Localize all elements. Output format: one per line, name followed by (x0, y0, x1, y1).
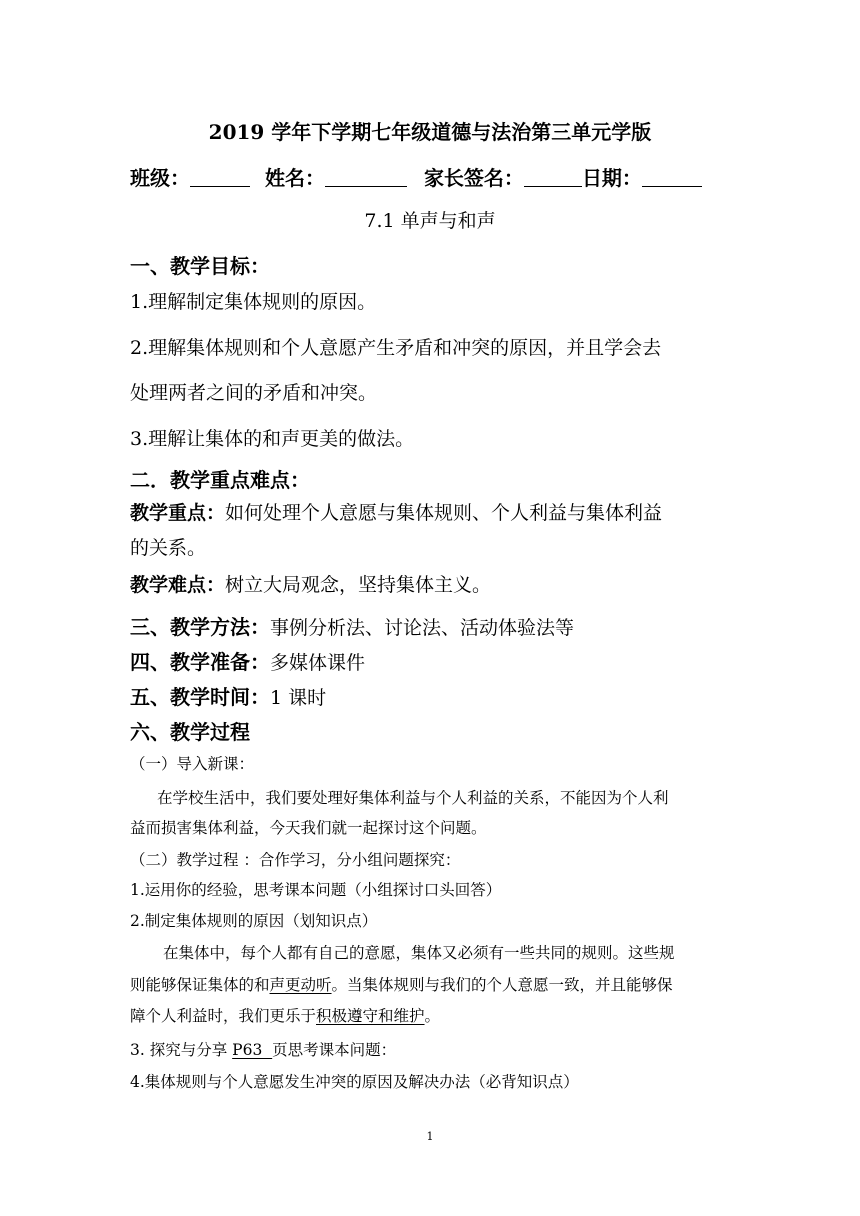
section5-label: 五、教学时间： (130, 685, 270, 709)
key-point-line1 (130, 498, 662, 525)
paragraph-line1: 在集体中，每个人都有自己的意愿，集体又必须有一些共同的规则。这些规 (163, 944, 675, 962)
section4-line (130, 646, 365, 675)
intro-heading: （一）导入新课： (130, 755, 255, 773)
step-3-page-ref: P63 (232, 1041, 273, 1059)
date-blank[interactable] (642, 168, 702, 187)
section3-line (130, 611, 574, 640)
class-blank[interactable] (190, 168, 250, 187)
paragraph-line2-text-a: 则能够保证集体的和 (130, 976, 270, 994)
parent-signature-blank[interactable] (524, 168, 582, 187)
section2-heading: 二．教学重点难点： (130, 468, 310, 492)
difficulty-label: 教学难点： (130, 574, 226, 596)
objective-3: 3.理解让集体的和声更美的做法。 (130, 428, 415, 450)
step-3 (130, 1038, 396, 1060)
paragraph-line3-text-b: 。 (424, 1007, 441, 1025)
parent-signature-label: 家长签名： (423, 166, 524, 190)
section6-heading: 六、教学过程 (130, 720, 250, 744)
date-label: 日期： (581, 166, 642, 190)
section4-text: 多媒体课件 (270, 652, 366, 674)
process-heading: （二）教学过程 ：合作学习，分小组问题探究： (130, 851, 461, 869)
objective-1: 1.理解制定集体规则的原因。 (130, 291, 377, 313)
paragraph-line3 (130, 1004, 440, 1026)
difficulty-line (130, 570, 491, 597)
objective-2-line2: 处理两者之间的矛盾和冲突。 (130, 382, 378, 404)
section3-text: 事例分析法、讨论法、活动体验法等 (270, 617, 575, 639)
paragraph-line3-text-a: 障个人利益时，我们更乐于 (130, 1007, 317, 1025)
objective-2-line1: 2.理解集体规则和个人意愿产生矛盾和冲突的原因，并且学会去 (130, 337, 662, 359)
class-label: 班级： (130, 166, 190, 190)
step-3-text-a: 3. 探究与分享 (130, 1041, 233, 1059)
lesson-title: 7.1 单声与和声 (364, 210, 496, 232)
section4-label: 四、教学准备： (130, 650, 270, 674)
step-3-text-b: 页思考课本问题： (272, 1041, 397, 1059)
section1-heading: 一、教学目标： (130, 254, 270, 278)
key-point-label: 教学重点： (130, 502, 226, 524)
step-1: 1.运用你的经验，思考课本问题（小组探讨口头回答） (130, 881, 502, 899)
key-point-line2: 的关系。 (130, 537, 207, 559)
intro-line1: 在学校生活中，我们要处理好集体利益与个人利益的关系，不能因为个人利 (157, 789, 669, 807)
name-blank[interactable] (325, 168, 407, 187)
section5-line (130, 681, 326, 710)
intro-line2: 益而损害集体利益，今天我们就一起探讨这个问题。 (130, 819, 487, 837)
document-title: 2019 学年下学期七年级道德与法治第三单元学版 (208, 120, 652, 144)
step-2: 2.制定集体规则的原因（划知识点） (130, 912, 378, 930)
page-number: 1 (426, 1130, 434, 1143)
key-point-text: 如何处理个人意愿与集体规则、个人利益与集体利益 (225, 502, 663, 524)
underlined-phrase-1: 声更动听 (269, 976, 332, 994)
section5-text: 1 课时 (270, 687, 327, 709)
paragraph-line2 (130, 973, 673, 995)
section3-label: 三、教学方法： (130, 615, 270, 639)
paragraph-line2-text-b: 。当集体规则与我们的个人意愿一致，并且能够保 (331, 976, 673, 994)
difficulty-text: 树立大局观念，坚持集体主义。 (225, 574, 492, 596)
step-4: 4.集体规则与个人意愿发生冲突的原因及解决办法（必背知识点） (130, 1073, 579, 1091)
name-label: 姓名： (264, 166, 325, 190)
underlined-phrase-2: 积极遵守和维护 (316, 1007, 425, 1025)
info-row (130, 162, 702, 191)
